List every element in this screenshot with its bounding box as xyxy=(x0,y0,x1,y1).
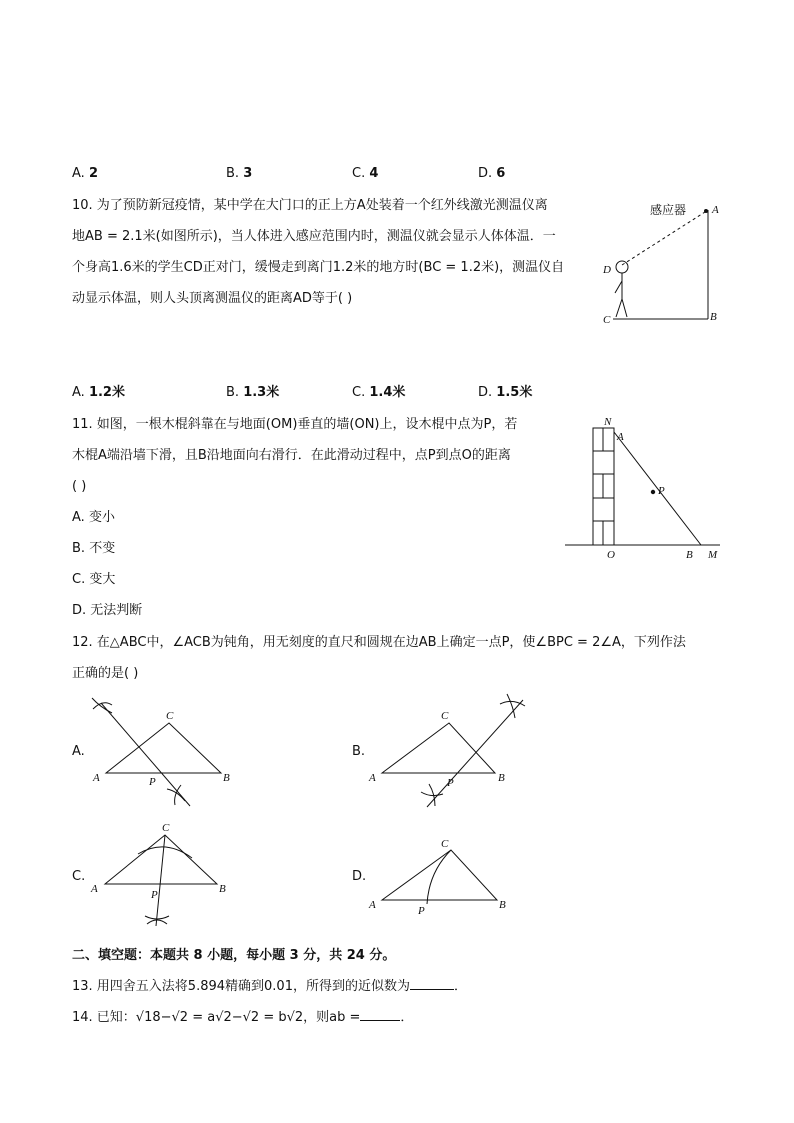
label-c: C xyxy=(441,838,449,850)
q9-option-c: C. 4 xyxy=(352,166,379,181)
label-c: C xyxy=(162,822,170,834)
label-c: C xyxy=(166,710,174,722)
q10-line-4: 动显示体温，则人头顶离测温仪的距离AD等于( ) xyxy=(72,291,353,306)
q14-answer-blank xyxy=(360,1020,400,1021)
q11-option-b: B. 不变 xyxy=(72,541,116,556)
label-c: C xyxy=(441,710,449,722)
q9-option-d: D. 6 xyxy=(478,166,506,181)
q13-line: 13. 用四舍五入法将5.894精确到0.01，所得到的近似数为 ． xyxy=(72,979,467,994)
q12-figure-b xyxy=(365,690,535,815)
label-a: A xyxy=(369,772,376,784)
q12-figure-d xyxy=(365,830,525,930)
point-a xyxy=(704,209,708,213)
label-b: B xyxy=(499,899,506,911)
q12-line-1: 12. 在△ABC中，∠ACB为钝角，用无刻度的直尺和圆规在边AB上确定一点P，使∠BPC = 2∠A，下列作法 xyxy=(72,635,686,650)
label-p: P xyxy=(658,485,665,497)
label-m: M xyxy=(708,549,718,561)
label-b: B xyxy=(223,772,230,784)
q10-option-c: C. 1.4米 xyxy=(352,385,406,400)
q9-option-b: B. 3 xyxy=(226,166,253,181)
label-p: P xyxy=(151,889,158,901)
q11-figure xyxy=(560,410,730,565)
q12-line-2: 正确的是( ) xyxy=(72,666,139,681)
label-d: D xyxy=(603,264,611,276)
person-leg-left xyxy=(616,299,622,317)
q10-figure xyxy=(595,195,730,330)
label-b: B xyxy=(710,311,717,323)
q10-option-d: D. 1.5米 xyxy=(478,385,533,400)
q11-line-1: 11. 如图，一根木棍斜靠在与地面(OM)垂直的墙(ON)上，设木棍中点为P，若 xyxy=(72,417,518,432)
q11-option-c: C. 变大 xyxy=(72,572,116,587)
q12-option-c: C. xyxy=(72,869,86,884)
q12-option-d: D. xyxy=(352,869,367,884)
label-o: O xyxy=(607,549,615,561)
triangle-abc xyxy=(382,723,495,773)
q10-line-1: 10. 为了预防新冠疫情，某中学在大门口的正上方A处装着一个红外线激光测温仪离 xyxy=(72,198,548,213)
person-head xyxy=(616,261,628,273)
sensor-label: 感应器 xyxy=(650,203,687,217)
label-a: A xyxy=(369,899,376,911)
label-p: P xyxy=(447,777,454,789)
q12-figure-c xyxy=(85,820,245,935)
triangle-abc xyxy=(382,850,497,900)
person-leg-right xyxy=(622,299,627,317)
q11-option-a: A. 变小 xyxy=(72,510,115,525)
triangle-abc xyxy=(106,723,221,773)
q13-answer-blank xyxy=(410,989,454,990)
person-arm xyxy=(615,281,622,293)
label-p: P xyxy=(418,905,425,917)
section-2-title: 二、填空题：本题共 8 小题，每小题 3 分，共 24 分。 xyxy=(72,948,396,963)
sensor-beam xyxy=(622,212,705,265)
label-a: A xyxy=(617,431,624,443)
perpendicular-bisector xyxy=(101,703,190,806)
q12-figure-a xyxy=(85,695,245,815)
label-b: B xyxy=(686,549,693,561)
q10-line-2: 地AB = 2.1米(如图所示)，当人体进入感应范围内时，测温仪就会显示人体体温．一 xyxy=(72,229,556,244)
q11-line-2: 木棍A端沿墙下滑，且B沿地面向右滑行．在此滑动过程中，点P到点O的距离 xyxy=(72,448,511,463)
label-a: A xyxy=(93,772,100,784)
q10-option-b: B. 1.3米 xyxy=(226,385,280,400)
q9-option-a: A. 2 xyxy=(72,166,98,181)
label-a: A xyxy=(712,204,719,216)
label-a: A xyxy=(91,883,98,895)
point-p xyxy=(651,490,655,494)
label-n: N xyxy=(604,416,612,428)
q10-line-3: 个身高1.6米的学生CD正对门，缓慢走到离门1.2米的地方时(BC = 1.2米)，测温仪自 xyxy=(72,260,565,275)
label-p: P xyxy=(149,776,156,788)
q12-option-b: B. xyxy=(352,744,366,759)
q14-line: 14. 已知：√18−√2 = a√2−√2 = b√2，则ab = ． xyxy=(72,1010,414,1025)
q11-option-d: D. 无法判断 xyxy=(72,603,143,618)
q10-option-a: A. 1.2米 xyxy=(72,385,125,400)
angle-bisector xyxy=(156,835,165,926)
q12-option-a: A. xyxy=(72,744,85,759)
label-c: C xyxy=(603,314,611,326)
label-b: B xyxy=(219,883,226,895)
label-b: B xyxy=(498,772,505,784)
arc-c xyxy=(138,847,192,858)
q11-line-3: ( ) xyxy=(72,479,87,494)
